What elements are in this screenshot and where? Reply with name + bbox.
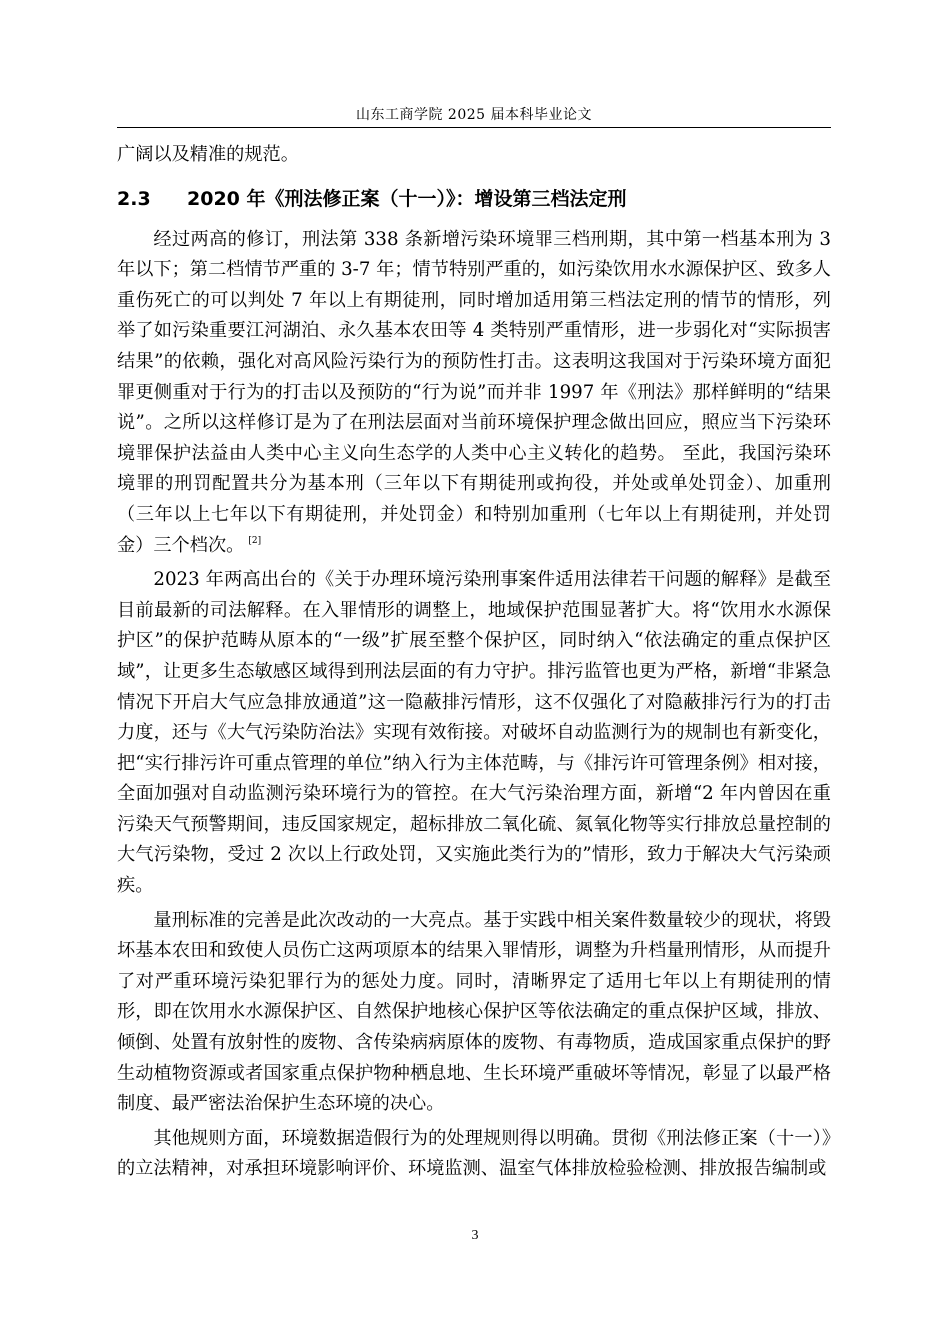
page-body — [117, 140, 831, 1189]
section-title: 2020 年《刑法修正案（十一）》：增设第三档法定刑 — [187, 187, 627, 210]
header-rule — [117, 127, 831, 128]
paragraph-text: 经过两高的修订，刑法第 338 条新增污染环境罪三档刑期，其中第一档基本刑为 3 年以下；第二档情节严重的 3-7 年；情节特别严重的，如污染饮用水水源保护区、致多人重伤死亡的可以判处 7 年以上有期徒刑，同时增加适用第三档法定刑的情节的情形，列举了如污染重要江河湖泊、永久基本农田等 4 类特别严重情形，进一步弱化对“实际损害结果”的依赖，强化对高风险污染行为的预防性打击。这表明这我国对于污染环境方面犯罪更侧重对于行为的打击以及预防的“行为说”而并非 1997 年《刑法》那样鲜明的“结果说”。之所以这样修订是为了在刑法层面对当前环境保护理念做出回应，照应当下污染环境罪保护法益由人类中心主义向生态学的人类中心主义转化的趋势。 至此，我国污染环境罪的刑罚配置共分为基本刑（三年以下有期徒刑或拘役，并处或单处罚金）、加重刑（三年以上七年以下有期徒刑，并处罚金）和特别加重刑（七年以上有期徒刑，并处罚金）三个档次。 — [117, 228, 831, 556]
paragraph — [117, 225, 831, 562]
citation-mark: [2] — [248, 536, 262, 547]
paragraph: 量刑标准的完善是此次改动的一大亮点。基于实践中相关案件数量较少的现状，将毁坏基本农田和致使人员伤亡这两项原本的结果入罪情形，调整为升档量刑情形，从而提升了对严重环境污染犯罪行为的惩处力度。同时，清晰界定了适用七年以上有期徒刑的情形，即在饮用水水源保护区、自然保护地核心保护区等依法确定的重点保护区域，排放、倾倒、处置有放射性的废物、含传染病病原体的废物、有毒物质，造成国家重点保护的野生动植物资源或者国家重点保护物种栖息地、生长环境严重破坏等情况，彰显了以最严格制度、最严密法治保护生态环境的决心。 — [117, 909, 831, 1115]
section-heading — [117, 185, 831, 213]
page-number: 3 — [471, 1228, 479, 1243]
running-header: 山东工商学院 2025 届本科毕业论文 — [355, 107, 593, 123]
section-number: 2.3 — [117, 187, 151, 210]
paragraph: 其他规则方面，环境数据造假行为的处理规则得以明确。贯彻《刑法修正案（十一）》的立法精神，对承担环境影响评价、环境监测、温室气体排放检验检测、排放报告编制或 — [117, 1127, 831, 1180]
paragraph: 2023 年两高出台的《关于办理环境污染刑事案件适用法律若干问题的解释》是截至目前最新的司法解释。在入罪情形的调整上，地域保护范围显著扩大。将“饮用水水源保护区”的保护范畴从原本的“一级”扩展至整个保护区，同时纳入“依法确定的重点保护区域”，让更多生态敏感区域得到刑法层面的有力守护。排污监管也更为严格，新增“非紧急情况下开启大气应急排放通道”这一隐蔽排污情形，这不仅强化了对隐蔽排污行为的打击力度，还与《大气污染防治法》实现有效衔接。对破坏自动监测行为的规制也有新变化，把“实行排污许可重点管理的单位”纳入行为主体范畴，与《排污许可管理条例》相对接，全面加强对自动监测污染环境行为的管控。在大气污染治理方面，新增“2 年内曾因在重污染天气预警期间，违反国家规定，超标排放二氧化硫、氮氧化物等实行排放总量控制的大气污染物，受过 2 次以上行政处罚，又实施此类行为的”情形，致力于解决大气污染顽疾。 — [117, 569, 831, 897]
carryover-paragraph: 广阔以及精准的规范。 — [117, 144, 299, 165]
